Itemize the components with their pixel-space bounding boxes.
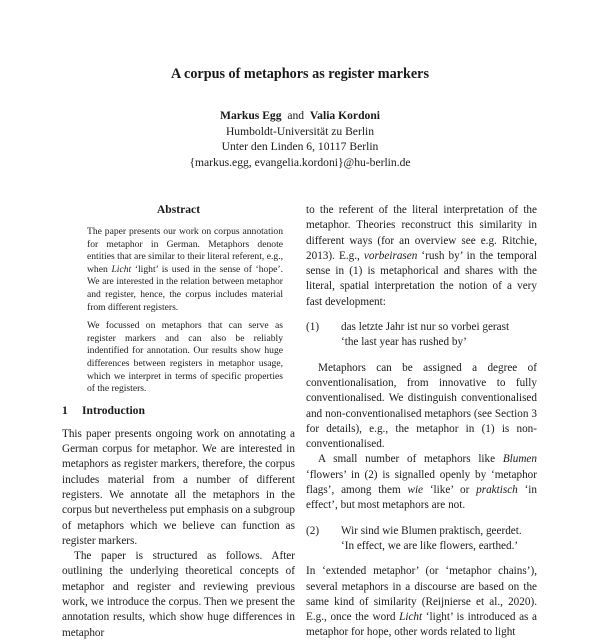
author-names xyxy=(0,108,600,124)
abstract-paragraph xyxy=(87,226,283,314)
left-column xyxy=(62,203,295,641)
text-run: The paper presents our work on corpus annotation for metaphor in German. Metaphors denote entities that are similar to their literal referent, e.g., when xyxy=(87,226,283,275)
abstract xyxy=(87,226,283,396)
section-title: Introduction xyxy=(82,403,145,417)
italic-term: Blumen xyxy=(502,453,537,466)
email: {markus.egg, evangelia.kordoni}@hu-berlin.de xyxy=(189,155,411,169)
right-column xyxy=(306,203,537,641)
example-text xyxy=(341,524,537,555)
body-paragraph xyxy=(306,564,537,640)
text-run: ‘in effect’, but most metaphors are not. xyxy=(306,484,538,512)
section-number: 1 xyxy=(62,403,68,417)
example-2 xyxy=(306,524,537,555)
example-gloss: ‘In effect, we are like flowers, earthed.’ xyxy=(341,539,519,552)
section-heading xyxy=(62,404,295,418)
example-text xyxy=(341,320,537,351)
italic-term: Licht xyxy=(399,611,423,624)
paper-title: A corpus of metaphors as register markers xyxy=(171,66,429,82)
italic-term: vorbeirasen xyxy=(363,249,418,262)
italic-term: praktisch xyxy=(476,484,518,497)
italic-term: Licht xyxy=(111,263,132,275)
example-gloss: ‘the last year has rushed by’ xyxy=(341,336,467,349)
author-name: Valia Kordoni xyxy=(309,109,380,122)
body-paragraph: Metaphors can be assigned a degree of conventionalisation, from innovative to fully conventionalised. We distinguish conventionalised and non-conventionalised metaphors (see Section 3 for details), e.g., the metaphor in (1) is non-conventionalised. xyxy=(306,361,537,451)
author-conjunction: and xyxy=(287,109,305,122)
address: Unter den Linden 6, 10117 Berlin xyxy=(221,140,379,153)
text-run: ‘light’ is used in the sense of ‘hope’. We are interested in the relation between metaphor and register, hence, the corpus includes material from different registers. xyxy=(87,263,283,313)
body-paragraph xyxy=(306,452,537,513)
author-block xyxy=(0,108,600,170)
text-run: ‘rush by’ in the temporal sense in (1) is metaphorical and shares with the literal, spatial interpretation the notion of a very fast development: xyxy=(306,249,537,308)
text-run: In ‘extended metaphor’ (or ‘metaphor chains’), several metaphors in a discourse are based on the same kind of similarity (Reijnierse et al., 2020). E.g., once the word xyxy=(306,565,537,624)
text-run: ‘flowers’ in (2) is signalled openly by ‘metaphor flags’, among them xyxy=(306,468,537,497)
example-number: (1) xyxy=(306,321,320,334)
example-german: Wir sind wie Blumen praktisch, geerdet. xyxy=(341,524,522,537)
text-run: ‘like’ or xyxy=(423,484,477,497)
text-run: to the referent of the literal interpretation of the metaphor. Theories reconstruct this similarity in different ways (for an overview see e.g. Ritchie, 2013). E.g., xyxy=(306,204,537,262)
body-paragraph: The paper is structured as follows. After outlining the underlying theoretical concepts of metaphor and register and reviewing previous work, we introduce the corpus. Then we present the annotation results, which show huge differences in metaphor xyxy=(62,550,295,639)
abstract-heading: Abstract xyxy=(156,203,201,216)
italic-term: wie xyxy=(407,484,424,497)
abstract-paragraph: We focussed on metaphors that can serve as register markers and can also be reliably indentified for annotation. Our results show huge differences between registers in metaphor usage, which we interpret in terms of specific properties of the registers. xyxy=(87,320,283,395)
section-body xyxy=(62,427,295,641)
example-german: das letzte Jahr ist nur so vorbei gerast xyxy=(341,321,510,334)
author-name: Markus Egg xyxy=(220,109,282,122)
text-run: ‘light’ is introduced as a metaphor for hope, other words related to light xyxy=(306,611,537,639)
example-1 xyxy=(306,320,537,351)
text-run: A small number of metaphors like xyxy=(318,453,503,466)
affiliation: Humboldt-Universität zu Berlin xyxy=(225,124,375,138)
body-paragraph: This paper presents ongoing work on annotating a German corpus for metaphor. We are interested in metaphors as register markers, therefore, the corpus includes material from a number of different registers. We annotate all the metaphors in the corpus but nevertheless put emphasis on a subgroup of metaphors which we believe can function as register markers. xyxy=(62,427,295,547)
example-number: (2) xyxy=(306,524,320,537)
body-paragraph xyxy=(306,203,537,310)
